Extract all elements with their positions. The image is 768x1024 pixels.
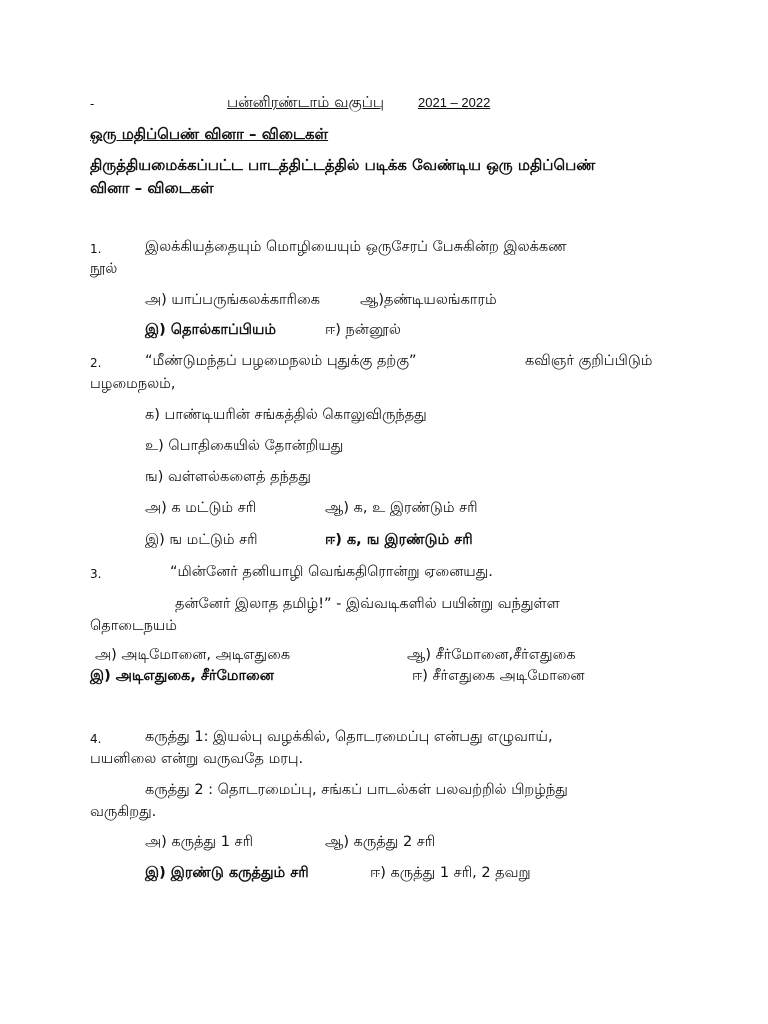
academic-year: 2021 – 2022	[418, 95, 491, 110]
q4-option-aa: ஆ) கருத்து 2 சரி	[325, 834, 436, 850]
q4-claim-2-line-2: வருகிறது.	[90, 804, 157, 820]
q2-option-aa: ஆ) க, உ இரண்டும் சரி	[325, 500, 478, 516]
q3-number: 3.	[90, 567, 102, 581]
q4-number: 4.	[90, 732, 102, 746]
q1-option-aa: ஆ)தண்டியலங்காரம்	[360, 292, 497, 308]
q2-statement-3: ங) வள்ளல்களைத் தந்தது	[145, 469, 311, 485]
q3-stem-line-1: “மின்னேர் தனியாழி வெங்கதிரொன்று ஏனையது.	[170, 564, 493, 580]
q2-stem-tail: கவிஞர் குறிப்பிடும்	[525, 353, 653, 369]
q1-number: 1.	[90, 242, 102, 256]
q2-statement-1: க) பாண்டியரின் சங்கத்தில் கொலுவிருந்தது	[145, 407, 427, 423]
q2-number: 2.	[90, 356, 102, 370]
q3-stem-line-2: தன்னேர் இலாத தமிழ்!” - இவ்வடிகளில் பயின்று வந்துள்ள	[175, 596, 560, 612]
q3-option-aa: ஆ) சீர்மோனை,சீர்எதுகை	[407, 647, 576, 663]
q2-option-ii-answer: ஈ) க, ங இரண்டும் சரி	[325, 532, 473, 548]
page-title: பன்னிரண்டாம் வகுப்பு	[227, 93, 385, 111]
q4-option-ii: ஈ) கருத்து 1 சரி, 2 தவறு	[370, 865, 531, 881]
q3-option-ii: ஈ) சீர்எதுகை அடிமோனை	[412, 668, 585, 684]
q3-option-i-answer: இ) அடிஎதுகை, சீர்மோனை	[90, 668, 274, 684]
q1-option-i-answer: இ) தொல்காப்பியம்	[145, 322, 277, 338]
q4-claim-2-line-1: கருத்து 2 : தொடரமைப்பு, சங்கப் பாடல்கள் பலவற்றில் பிறழ்ந்து	[145, 782, 568, 798]
q1-stem-line-1: இலக்கியத்தையும் மொழியையும் ஒருசேரப் பேசுகின்ற இலக்கண	[145, 239, 567, 255]
q2-statement-2: உ) பொதிகையில் தோன்றியது	[145, 438, 344, 454]
q4-claim-1-line-1: கருத்து 1: இயல்பு வழக்கில், தொடரமைப்பு என்பது எழுவாய்,	[145, 729, 553, 745]
page-subtitle: ஒரு மதிப்பெண் வினா – விடைகள்	[90, 125, 329, 143]
q4-option-a: அ) கருத்து 1 சரி	[145, 834, 254, 850]
q2-option-a: அ) க மட்டும் சரி	[145, 500, 257, 516]
q1-option-a: அ) யாப்பருங்கலக்காரிகை	[145, 292, 320, 308]
q2-stem-line-2: பழமைநலம்,	[90, 376, 176, 392]
q2-quote: “மீண்டுமந்தப் பழமைநலம் புதுக்கு தற்கு”	[145, 353, 417, 369]
q3-stem-line-3: தொடைநயம்	[90, 618, 177, 634]
intro-line-2: வினா – விடைகள்	[90, 179, 214, 197]
header-dash: -	[90, 97, 95, 111]
q3-option-a: அ) அடிமோனை, அடிஎதுகை	[95, 647, 291, 663]
q4-claim-1-line-2: பயனிலை என்று வருவதே மரபு.	[90, 751, 304, 767]
q1-option-ii: ஈ) நன்னூல்	[325, 322, 401, 338]
q1-stem-line-2: நூல்	[90, 261, 118, 277]
q2-option-i: இ) ங மட்டும் சரி	[145, 532, 258, 548]
intro-line-1: திருத்தியமைக்கப்பட்ட பாடத்திட்டத்தில் படிக்க வேண்டிய ஒரு மதிப்பெண்	[90, 156, 596, 174]
q4-option-i-answer: இ) இரண்டு கருத்தும் சரி	[145, 865, 309, 881]
